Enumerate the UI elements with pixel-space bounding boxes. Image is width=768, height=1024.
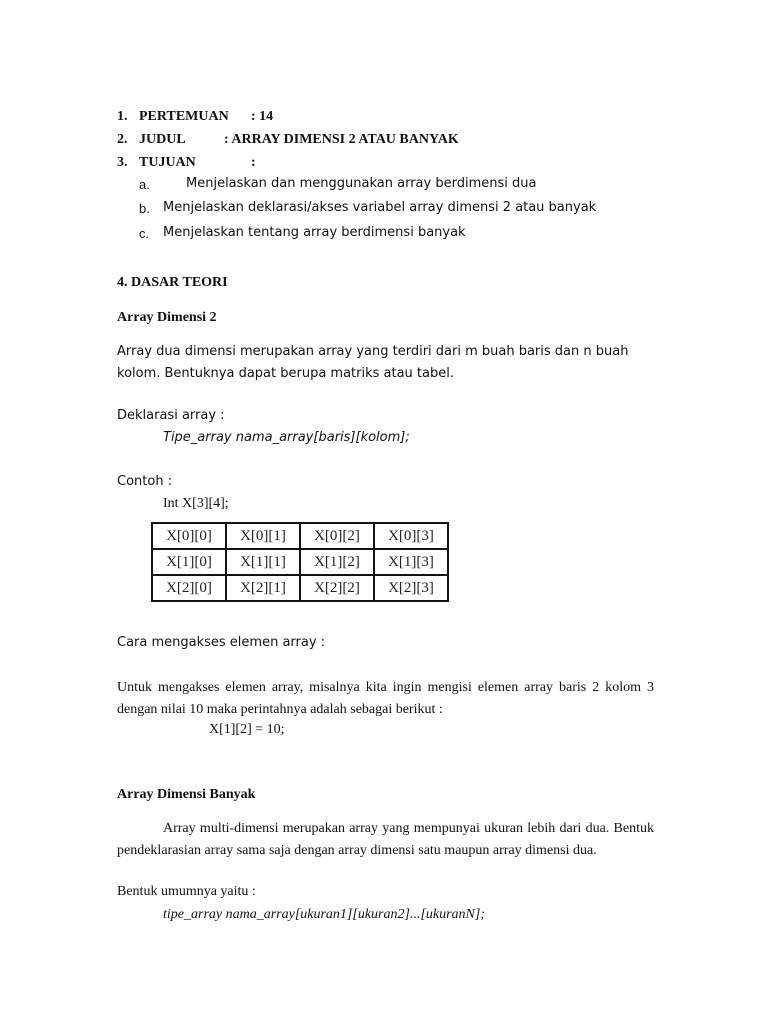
item-number: 3. [117, 155, 128, 170]
item-label: JUDUL [139, 132, 186, 147]
example-code: Int X[3][4]; [163, 496, 229, 511]
table-cell: X[2][3] [374, 575, 448, 601]
table-cell: X[2][1] [226, 575, 300, 601]
objective-a-text: Menjelaskan dan menggunakan array berdimensi dua [186, 176, 537, 191]
general-form-label: Bentuk umumnya yaitu : [117, 884, 256, 899]
table-cell: X[0][0] [152, 523, 226, 549]
header-item-judul [117, 132, 186, 148]
table-cell: X[1][1] [226, 549, 300, 575]
header-item-pertemuan [117, 109, 229, 125]
header-item-tujuan [117, 155, 196, 171]
table-cell: X[0][1] [226, 523, 300, 549]
table-row [152, 549, 448, 575]
table-cell: X[0][3] [374, 523, 448, 549]
item-number: 2. [117, 132, 128, 147]
intro-paragraph: Array dua dimensi merupakan array yang terdiri dari m buah baris dan n buah kolom. Bentuknya dapat berupa matriks atau tabel. [117, 344, 629, 381]
access-label: Cara mengakses elemen array : [117, 635, 326, 650]
table-cell: X[2][2] [300, 575, 374, 601]
access-code: X[1][2] = 10; [209, 722, 285, 737]
item-label: TUJUAN [139, 155, 196, 170]
table-cell: X[1][0] [152, 549, 226, 575]
subtitle-array-dimensi-2: Array Dimensi 2 [117, 310, 217, 325]
header-value-tujuan: : [251, 155, 256, 170]
multi-dimension-paragraph: Array multi-dimensi merupakan array yang mempunyai ukuran lebih dari dua. Bentuk pendeklarasian array sama saja dengan array dimensi satu maupun array dimensi dua. [117, 821, 654, 858]
item-label: PERTEMUAN [139, 109, 229, 124]
objective-b-text: Menjelaskan deklarasi/akses variabel array dimensi 2 atau banyak [163, 200, 597, 215]
table-cell: X[0][2] [300, 523, 374, 549]
table-cell: X[1][3] [374, 549, 448, 575]
general-form-syntax: tipe_array nama_array[ukuran1][ukuran2]...[ukuranN]; [163, 907, 485, 922]
header-value-pertemuan: : 14 [251, 109, 274, 124]
declaration-label: Deklarasi array : [117, 408, 225, 423]
header-value-judul: : ARRAY DIMENSI 2 ATAU BANYAK [224, 132, 459, 147]
objective-a-letter: a. [139, 177, 150, 192]
section-title: 4. DASAR TEORI [117, 275, 228, 290]
subtitle-array-dimensi-banyak: Array Dimensi Banyak [117, 787, 256, 802]
objective-c-text: Menjelaskan tentang array berdimensi banyak [163, 225, 466, 240]
objective-b-letter: b. [139, 201, 150, 216]
table-row [152, 523, 448, 549]
table-row [152, 575, 448, 601]
access-paragraph: Untuk mengakses elemen array, misalnya kita ingin mengisi elemen array baris 2 kolom 3 dengan nilai 10 maka perintahnya adalah sebagai berikut : [117, 680, 654, 717]
array-index-table [151, 522, 449, 602]
example-label: Contoh : [117, 474, 173, 489]
table-cell: X[1][2] [300, 549, 374, 575]
declaration-syntax: Tipe_array nama_array[baris][kolom]; [163, 430, 410, 445]
objective-c-letter: c. [139, 226, 150, 241]
item-number: 1. [117, 109, 128, 124]
table-cell: X[2][0] [152, 575, 226, 601]
